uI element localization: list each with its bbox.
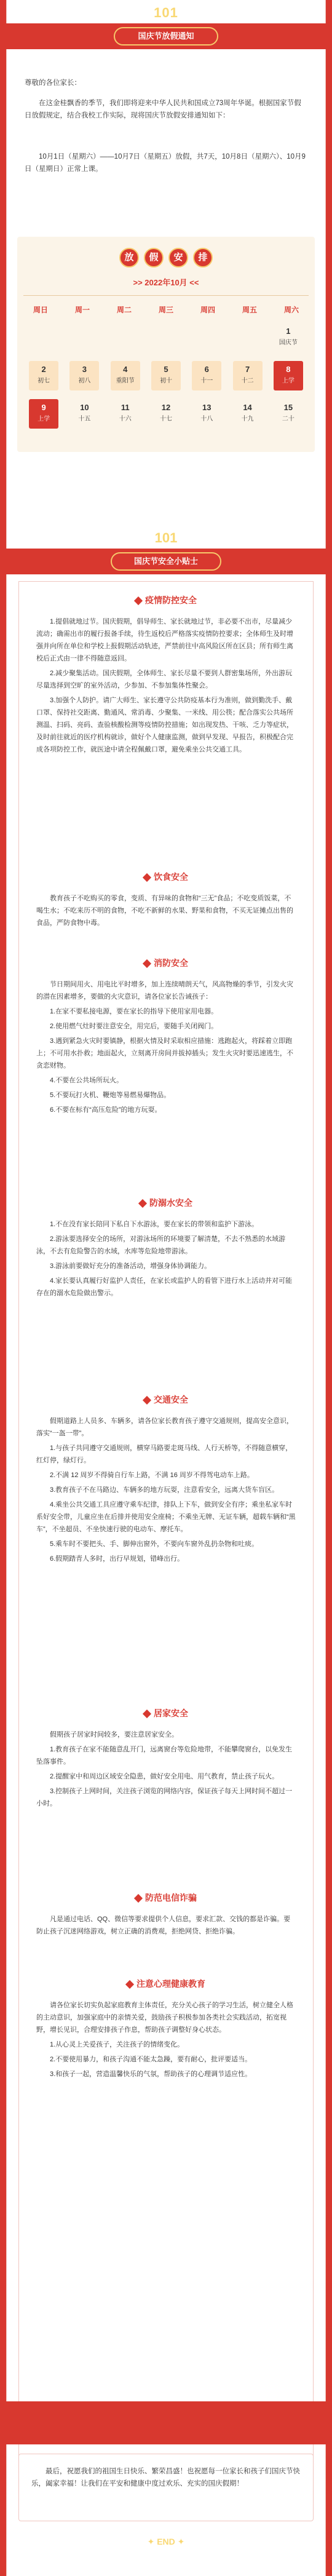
diamond-icon	[143, 1710, 151, 1718]
tip-section-body	[36, 892, 296, 932]
tip-section-body	[36, 1999, 296, 2083]
day-number: 11	[121, 403, 130, 412]
day-number: 15	[283, 403, 293, 412]
day-lunar-label: 初七	[38, 378, 50, 384]
tip-paragraph: 2.游泳要选择安全的场所，对游泳场所的环境要了解清楚，不去不熟悉的水域游泳，不去有危险警告的水域，水库等危险地带游泳。	[36, 1235, 286, 1255]
tip-paragraph: 请各位家长切实负起家庭教育主体责任，充分关心孩子的学习生活，树立健全人格的主动意识，加强家庭中的亲情关爱，鼓励孩子积极参加各类社会实践活动，拓宽视野，增长见识，合理安排孩子作息，帮助孩子调整好身心状态。	[36, 2002, 293, 2034]
tip-section-title	[19, 871, 313, 883]
tip-paragraph: 1.不在没有家长陪同下私自下水游泳，要在家长的带领和监护下游泳。	[50, 1221, 259, 1228]
day-lunar-label: 十七	[160, 416, 172, 422]
intro-paragraph: 在这金桂飘香的季节，我们即将迎来中华人民共和国成立73周年华诞。根据国家节假日放假规定，结合我校工作实际，现将国庆节放假安排通知如下：	[25, 100, 301, 119]
tip-paragraph: 1.教育孩子在家不能随意乱开门，远离窗台等危险地带，不能攀爬窗台，以免发生坠落事件。	[36, 1746, 293, 1766]
weekday-label: 周一	[74, 306, 90, 314]
tip-paragraph: 5.不要玩打火机、鞭炮等易燃易爆物品。	[50, 1092, 171, 1099]
weekday-label: 周六	[283, 306, 299, 314]
tip-paragraph: 2.减少聚集活动。国庆假期，全体师生、家长尽量不要到人群密集场所，外出游玩尽量选择到空旷的室外活动，少参加、不参加集体性聚会。	[36, 670, 293, 689]
tip-section-title	[19, 1978, 313, 1990]
day-lunar-label: 重阳节	[116, 378, 135, 384]
diamond-icon	[138, 1199, 147, 1208]
calendar-day	[111, 399, 140, 429]
calendar-day	[29, 399, 58, 429]
tip-section-label: 交通安全	[154, 1395, 188, 1405]
weekday-label: 周四	[200, 306, 215, 314]
diamond-icon	[134, 596, 143, 605]
tip-paragraph: 2.不满 12 周岁不得骑自行车上路，不满 16 周岁不得驾电动车上路。	[50, 1472, 254, 1479]
tip-section-label: 消防安全	[154, 958, 188, 968]
tip-paragraph: 3.游泳前要做好充分的准备活动，增强身体协调能力。	[50, 1262, 211, 1270]
tip-section-label: 居家安全	[154, 1708, 188, 1718]
tip-paragraph: 1.提倡就地过节。国庆假期，倡导师生、家长就地过节，非必要不出市，尽量减少流动；确需出市的履行报备手续，待生返校后严格落实疫情防控要求；全体师生及时增强并向所在单位和学校上报假期活动轨迹，严禁前往中高风险区所在区县；所有师生离校后正式由一律不得随意返回。	[36, 618, 293, 662]
tip-section-label: 疫情防控安全	[145, 595, 197, 605]
calendar-stamps	[119, 248, 213, 268]
calendar-day	[274, 399, 303, 429]
calendar-day	[69, 399, 99, 429]
tip-paragraph: 4.乘坐公共交通工具应遵守乘车纪律，排队上下车，做到安全有序；乘坐私家车时系好安全带，儿童应坐在后排并使用安全座椅；不乘坐无牌、无证车辆，超载车辆和“黑车”，不坐超员、不坐快速行驶的电动车、摩托车。	[36, 1501, 296, 1533]
tip-paragraph: 4.家长要认真履行好监护人责任，在家长或监护人的看管下进行水上活动并对可能存在的溺水危险做出警示。	[36, 1277, 293, 1297]
closing-text: 最后，祝愿我们的祖国生日快乐、繁荣昌盛！也祝愿每一位家长和孩子们国庆节快乐，阖家幸福！让我们在平安和健康中度过欢乐、充实的国庆假期！	[31, 2468, 300, 2487]
page-title: 国庆节放假通知	[114, 27, 218, 46]
diamond-icon	[143, 1396, 151, 1405]
tip-paragraph: 假期道路上人员多、车辆多，请各位家长教育孩子遵守交通规则，提高安全意识，落实“一盔一带”。	[36, 1417, 293, 1437]
footer-credit: 审核 | 刘燕兹	[149, 2562, 183, 2569]
tip-section-body	[36, 978, 296, 1119]
diamond-icon	[143, 959, 151, 968]
tip-section-label: 防溺水安全	[149, 1198, 192, 1208]
end-mark: ✦ END ✦	[147, 2537, 185, 2546]
day-number: 4	[123, 365, 128, 374]
day-lunar-label: 二十	[282, 416, 294, 422]
decorative-band	[6, 2401, 326, 2444]
tip-section-title	[19, 957, 313, 969]
schedule-paragraph: 10月1日（星期六）——10月7日（星期五）放假，共7天，10月8日（星期六）、10月9日（星期日）正常上课。	[25, 153, 306, 173]
tip-section-body	[36, 1218, 296, 1302]
tip-paragraph: 6.不要在标有“高压危险”的地方玩耍。	[50, 1106, 162, 1114]
tip-section-title	[19, 594, 313, 606]
day-number: 2	[41, 365, 46, 374]
stamp-char: 安	[168, 248, 188, 268]
day-number: 12	[161, 403, 171, 412]
tip-section-body	[36, 1729, 296, 1812]
calendar-day	[274, 323, 303, 352]
tip-section-label: 注意心理健康教育	[136, 1979, 205, 1989]
end-label: END	[157, 2537, 175, 2546]
calendar-day	[151, 399, 181, 429]
day-lunar-label: 十六	[119, 416, 132, 422]
day-lunar-label: 十五	[78, 416, 91, 422]
weekday-label: 周日	[33, 306, 48, 314]
stamp-char: 排	[193, 248, 213, 268]
tip-section-body	[36, 1913, 296, 1940]
tip-section-title	[19, 1707, 313, 1719]
day-lunar-label: 国庆节	[279, 339, 298, 346]
weekday-row	[23, 304, 309, 315]
calendar-day	[151, 361, 181, 390]
tip-paragraph: 3.教育孩子不在马路边、车辆多的地方玩耍，注意看安全，远离大货车盲区。	[50, 1486, 279, 1494]
tip-paragraph: 1.与孩子共同遵守交通规则，横穿马路要走斑马线、人行天桥等，不得随意横穿，红灯停，绿灯行。	[36, 1445, 293, 1464]
calendar-day	[69, 361, 99, 390]
tip-section-body	[36, 1415, 296, 1567]
diamond-icon	[143, 873, 151, 882]
tip-section-title	[19, 1393, 313, 1406]
tips-panel	[18, 581, 314, 2509]
day-number: 5	[164, 365, 168, 374]
weekday-label: 周五	[242, 306, 257, 314]
day-lunar-label: 上学	[38, 416, 50, 422]
tip-section-label: 饮食安全	[154, 872, 188, 882]
salutation: 尊敬的各位家长：	[25, 79, 81, 87]
day-number: 3	[82, 365, 87, 374]
calendar-day	[233, 361, 263, 390]
tip-paragraph: 1.在家不要私接电源，要在家长的指导下使用家用电器。	[50, 1008, 218, 1015]
tip-paragraph: 凡是通过电话、QQ、微信等要求提供个人信息，要求汇款、交钱的都是诈骗。要防止孩子沉迷网络游戏，树立正确的消费观，拒绝网贷、拒绝诈骗。	[36, 1916, 291, 1935]
tip-paragraph: 节日期间用火、用电比平时增多，加上连续晴朗天气，风高物燥的季节，引发火灾的潜在因素增多，要做的火灾意识，请各位家长告诫孩子：	[36, 981, 293, 1001]
closing-card	[18, 2454, 314, 2521]
calendar-day	[192, 399, 221, 429]
tip-section-title	[19, 1197, 313, 1209]
calendar-day	[192, 361, 221, 390]
school-logo: 101	[154, 5, 178, 20]
tip-section-body	[36, 616, 296, 758]
weekday-label: 周二	[116, 306, 132, 314]
tip-paragraph: 3.加强个人防护。请广大师生、家长遵守公共防疫基本行为准则，做到勤洗手、戴口罩、保持社交距离、勤通风、常消毒、少聚集、一米线、用公筷；配合落实公共场所测温、扫码、亮码、查验核酸检测等疫情防控措施；如出现发热、干咳、乏力等症状，及时前往就近的医疗机构就诊，做好个人健康监测，做到早发现、早报告，积极配合完成各项防控工作，就医途中请全程佩戴口罩，避免乘坐公共交通工具。	[36, 697, 293, 753]
tip-paragraph: 4.不要在公共场所玩火。	[50, 1077, 124, 1084]
section-title: 国庆节安全小贴士	[111, 552, 221, 571]
holiday-calendar	[17, 237, 315, 452]
diamond-icon	[134, 1894, 143, 1903]
calendar-month: >> 2022年10月 <<	[133, 278, 199, 287]
day-lunar-label: 上学	[282, 378, 294, 384]
day-lunar-label: 初十	[160, 378, 172, 384]
tip-paragraph: 5.乘车时不要把头、手、脚伸出窗外，不要向车窗外乱扔杂物和吐痰。	[50, 1540, 259, 1548]
tip-paragraph: 2.提醒家中和周边区域安全隐患，做好安全用电、用气教育，禁止孩子玩火。	[50, 1773, 279, 1780]
day-lunar-label: 十八	[200, 416, 213, 422]
day-number: 14	[243, 403, 252, 412]
tip-paragraph: 2.不要使用暴力，和孩子沟通不能太急躁，要有耐心，批评要适当。	[50, 2056, 252, 2063]
day-number: 1	[286, 327, 291, 336]
calendar-day	[111, 361, 140, 390]
school-logo: 101	[154, 530, 178, 545]
day-number: 8	[286, 365, 291, 374]
day-number: 9	[41, 403, 46, 412]
diamond-icon	[125, 1980, 134, 1989]
tip-paragraph: 3.遇到紧急火灾时要镇静，根据火情及时采取相应措施：逃跑起火，将踩着立即跑上；不可用水扑救；地面起火，立刻离开房间并拔掉插头；发生火灾时要迅速逃生，不贪恋财物。	[36, 1037, 293, 1069]
day-number: 13	[202, 403, 211, 412]
weekday-label: 周三	[158, 306, 173, 314]
day-number: 10	[80, 403, 89, 412]
day-lunar-label: 十一	[200, 378, 213, 384]
calendar-day	[233, 399, 263, 429]
tip-paragraph: 假期孩子居家时间较多，要注意居家安全。	[50, 1731, 178, 1738]
day-lunar-label: 十九	[241, 416, 254, 422]
day-lunar-label: 十二	[241, 378, 254, 384]
stamp-char: 假	[144, 248, 164, 268]
divider	[23, 295, 309, 296]
calendar-day	[29, 361, 58, 390]
day-lunar-label: 初八	[78, 378, 91, 384]
tip-paragraph: 教育孩子不吃购买的零食，变质、有异味的食物和“三无”食品；不吃变质饭菜，不喝生水；不吃来历不明的食物，不吃不新鲜的水果、野果和食物，不买无证摊点出售的食品，严防食物中毒。	[36, 895, 293, 927]
tip-section-label: 防范电信诈骗	[145, 1893, 197, 1903]
stamp-char: 放	[119, 248, 139, 268]
day-number: 7	[245, 365, 250, 374]
day-number: 6	[204, 365, 209, 374]
tip-paragraph: 3.和孩子一起，营造温馨快乐的气氛，帮助孩子的心理调节适应性。	[50, 2071, 252, 2078]
tip-paragraph: 1.从心灵上关爱孩子，关注孩子的情绪变化。	[50, 2041, 184, 2048]
tip-section-title	[19, 1892, 313, 1904]
calendar-day	[274, 361, 303, 390]
tip-paragraph: 3.控制孩子上网时间，关注孩子浏览的网络内容，保证孩子每天上网时间不超过一小时。	[36, 1788, 293, 1807]
tip-paragraph: 6.假期踏青人多时，出行早规划，错峰出行。	[50, 1555, 184, 1563]
tip-paragraph: 2.使用燃气灶时要注意安全，用完后，要随手关闭阀门。	[50, 1023, 218, 1030]
